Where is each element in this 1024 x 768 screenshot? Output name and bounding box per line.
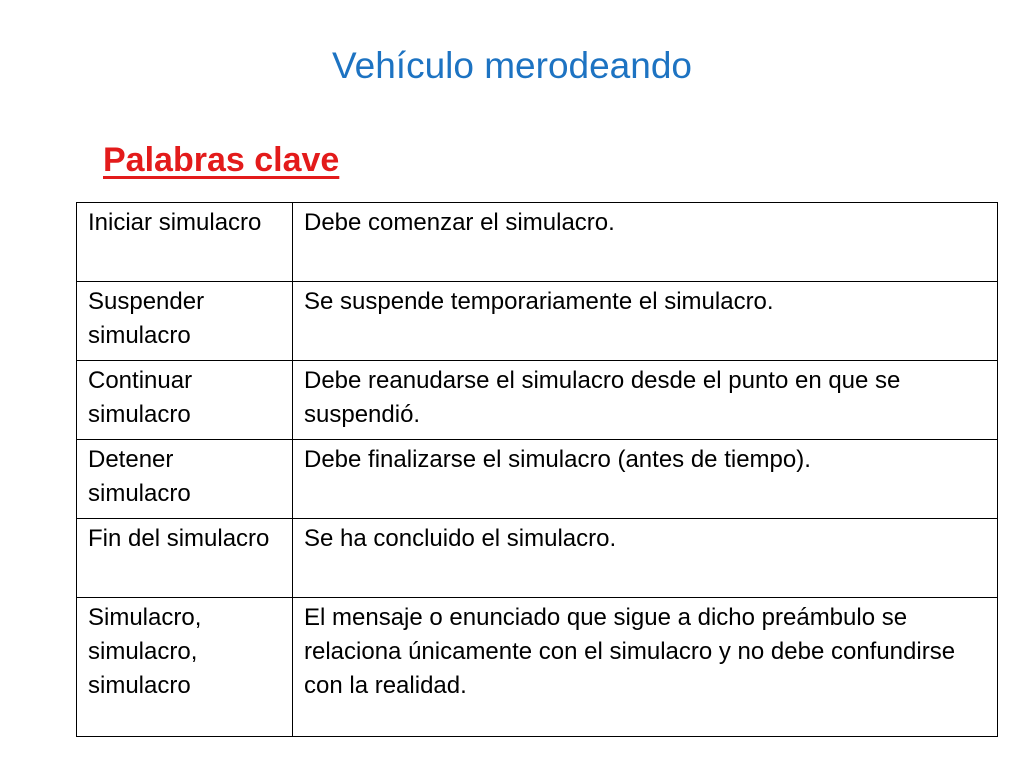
keyword-definition: Debe reanudarse el simulacro desde el punto en que se suspendió. bbox=[293, 361, 998, 440]
table-row bbox=[77, 519, 998, 598]
table-row bbox=[77, 440, 998, 519]
keyword-definition: Se ha concluido el simulacro. bbox=[293, 519, 998, 598]
keyword-term: Continuar simulacro bbox=[77, 361, 293, 440]
table-row bbox=[77, 361, 998, 440]
keyword-definition: Debe comenzar el simulacro. bbox=[293, 203, 998, 282]
keywords-table bbox=[76, 202, 998, 737]
table-row bbox=[77, 203, 998, 282]
keyword-definition: El mensaje o enunciado que sigue a dicho preámbulo se relaciona únicamente con el simulacro y no debe confundirse con la realidad. bbox=[293, 598, 998, 737]
table-row bbox=[77, 598, 998, 737]
keyword-term: Detener simulacro bbox=[77, 440, 293, 519]
section-heading-keywords: Palabras clave bbox=[103, 141, 340, 179]
keyword-definition: Se suspende temporariamente el simulacro. bbox=[293, 282, 998, 361]
table-row bbox=[77, 282, 998, 361]
slide-title: Vehículo merodeando bbox=[332, 45, 692, 86]
keyword-term: Suspender simulacro bbox=[77, 282, 293, 361]
keyword-term: Simulacro, simulacro, simulacro bbox=[77, 598, 293, 737]
keyword-term: Iniciar simulacro bbox=[77, 203, 293, 282]
keyword-definition: Debe finalizarse el simulacro (antes de tiempo). bbox=[293, 440, 998, 519]
keyword-term: Fin del simulacro bbox=[77, 519, 293, 598]
